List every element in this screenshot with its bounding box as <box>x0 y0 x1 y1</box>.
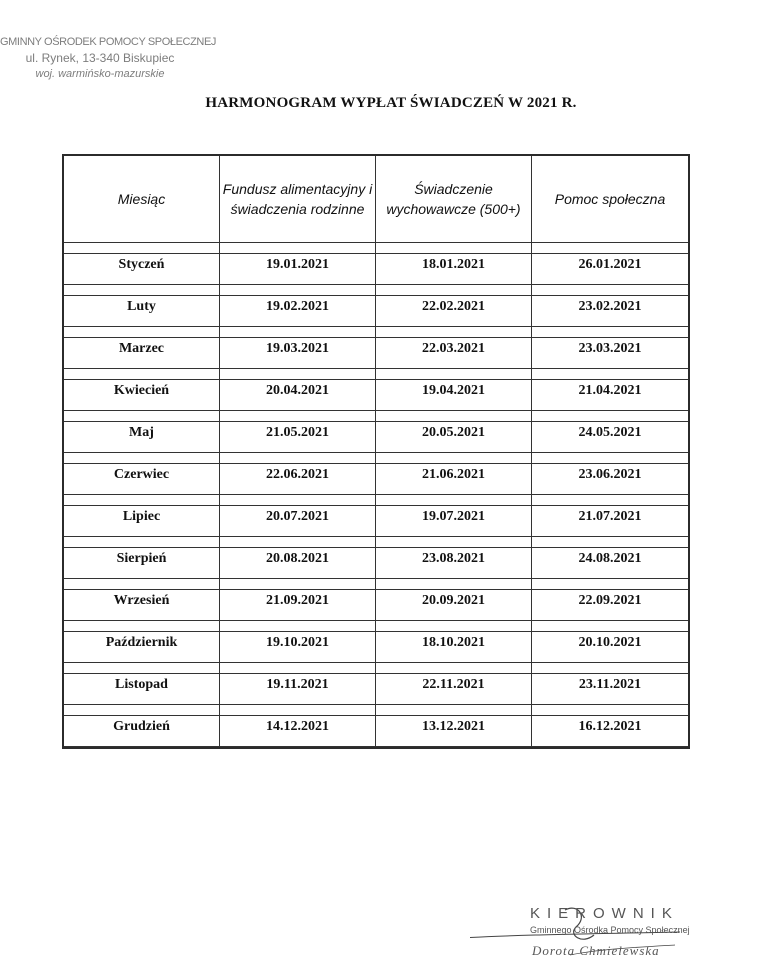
month-cell: Kwiecień <box>64 379 220 411</box>
social-assistance-date-cell: 24.05.2021 <box>532 421 688 453</box>
child-benefit-date-cell: 21.06.2021 <box>376 463 532 495</box>
spacer-cell <box>532 495 688 505</box>
alimony-date-cell: 19.11.2021 <box>220 673 376 705</box>
signature-name: Dorota Chmielewska <box>532 943 660 958</box>
table-row <box>64 295 688 327</box>
social-assistance-date-cell: 20.10.2021 <box>532 631 688 663</box>
spacer-cell <box>64 705 220 715</box>
spacer-cell <box>220 705 376 715</box>
month-cell: Wrzesień <box>64 589 220 621</box>
social-assistance-date-cell: 23.03.2021 <box>532 337 688 369</box>
row-spacer <box>64 411 688 421</box>
spacer-cell <box>64 285 220 295</box>
row-spacer <box>64 663 688 673</box>
header-alimony-family-benefits: Fundusz alimentacyjny i świadczenia rodzinne <box>220 156 376 243</box>
child-benefit-date-cell: 18.10.2021 <box>376 631 532 663</box>
table-row <box>64 547 688 579</box>
row-spacer <box>64 369 688 379</box>
social-assistance-date-cell: 23.06.2021 <box>532 463 688 495</box>
spacer-cell <box>220 327 376 337</box>
table-row <box>64 379 688 411</box>
row-spacer <box>64 285 688 295</box>
alimony-date-cell: 21.09.2021 <box>220 589 376 621</box>
spacer-cell <box>220 579 376 589</box>
spacer-cell <box>376 285 532 295</box>
spacer-cell <box>64 453 220 463</box>
table-row <box>64 715 688 747</box>
table-row <box>64 253 688 285</box>
month-cell: Luty <box>64 295 220 327</box>
spacer-cell <box>532 369 688 379</box>
spacer-cell <box>376 369 532 379</box>
child-benefit-date-cell: 22.03.2021 <box>376 337 532 369</box>
spacer-cell <box>64 621 220 631</box>
alimony-date-cell: 19.03.2021 <box>220 337 376 369</box>
row-spacer <box>64 327 688 337</box>
social-assistance-date-cell: 22.09.2021 <box>532 589 688 621</box>
child-benefit-date-cell: 13.12.2021 <box>376 715 532 747</box>
spacer-cell <box>64 663 220 673</box>
spacer-cell <box>220 663 376 673</box>
spacer-cell <box>220 495 376 505</box>
row-spacer <box>64 495 688 505</box>
spacer-cell <box>532 579 688 589</box>
spacer-cell <box>376 705 532 715</box>
alimony-date-cell: 19.01.2021 <box>220 253 376 285</box>
spacer-cell <box>220 411 376 421</box>
stamp-line-3: woj. warmińsko-mazurskie <box>35 68 165 80</box>
alimony-date-cell: 20.04.2021 <box>220 379 376 411</box>
header-social-assistance: Pomoc społeczna <box>532 156 688 243</box>
spacer-cell <box>376 537 532 547</box>
table-row <box>64 631 688 663</box>
month-cell: Lipiec <box>64 505 220 537</box>
spacer-cell <box>220 243 376 253</box>
spacer-cell <box>532 285 688 295</box>
header-month: Miesiąc <box>64 156 220 243</box>
spacer-cell <box>532 663 688 673</box>
stamp-line-2: ul. Rynek, 13-340 Biskupiec <box>25 51 175 65</box>
header-child-benefit-500: Świadczenie wychowawcze (500+) <box>376 156 532 243</box>
alimony-date-cell: 19.10.2021 <box>220 631 376 663</box>
child-benefit-date-cell: 20.09.2021 <box>376 589 532 621</box>
month-cell: Listopad <box>64 673 220 705</box>
header-row <box>64 156 688 243</box>
alimony-date-cell: 20.07.2021 <box>220 505 376 537</box>
row-spacer <box>64 537 688 547</box>
child-benefit-date-cell: 20.05.2021 <box>376 421 532 453</box>
social-assistance-date-cell: 26.01.2021 <box>532 253 688 285</box>
alimony-date-cell: 20.08.2021 <box>220 547 376 579</box>
child-benefit-date-cell: 23.08.2021 <box>376 547 532 579</box>
month-cell: Czerwiec <box>64 463 220 495</box>
row-spacer <box>64 453 688 463</box>
month-cell: Październik <box>64 631 220 663</box>
table-row <box>64 673 688 705</box>
child-benefit-date-cell: 22.02.2021 <box>376 295 532 327</box>
signature-org: Gminnego Ośrodka Pomocy Społecznej <box>530 925 690 935</box>
child-benefit-date-cell: 22.11.2021 <box>376 673 532 705</box>
spacer-cell <box>220 453 376 463</box>
spacer-cell <box>376 579 532 589</box>
spacer-cell <box>64 369 220 379</box>
spacer-cell <box>532 411 688 421</box>
child-benefit-date-cell: 18.01.2021 <box>376 253 532 285</box>
spacer-cell <box>376 495 532 505</box>
social-assistance-date-cell: 21.04.2021 <box>532 379 688 411</box>
spacer-cell <box>376 327 532 337</box>
spacer-cell <box>376 243 532 253</box>
table-row <box>64 589 688 621</box>
table-row <box>64 463 688 495</box>
child-benefit-date-cell: 19.07.2021 <box>376 505 532 537</box>
social-assistance-date-cell: 21.07.2021 <box>532 505 688 537</box>
signature-stamp <box>470 905 720 960</box>
row-spacer <box>64 621 688 631</box>
alimony-date-cell: 21.05.2021 <box>220 421 376 453</box>
table-row <box>64 505 688 537</box>
social-assistance-date-cell: 23.11.2021 <box>532 673 688 705</box>
month-cell: Styczeń <box>64 253 220 285</box>
spacer-cell <box>220 621 376 631</box>
spacer-cell <box>64 495 220 505</box>
alimony-date-cell: 22.06.2021 <box>220 463 376 495</box>
row-spacer <box>64 243 688 253</box>
spacer-cell <box>376 621 532 631</box>
signature-title: KIEROWNIK <box>530 905 679 922</box>
spacer-cell <box>532 621 688 631</box>
spacer-cell <box>532 705 688 715</box>
spacer-cell <box>64 537 220 547</box>
alimony-date-cell: 19.02.2021 <box>220 295 376 327</box>
spacer-cell <box>64 579 220 589</box>
row-spacer <box>64 705 688 715</box>
spacer-cell <box>220 285 376 295</box>
document-title: HARMONOGRAM WYPŁAT ŚWIADCZEŃ W 2021 R. <box>205 95 577 111</box>
spacer-cell <box>64 411 220 421</box>
payment-schedule-table <box>62 154 690 749</box>
stamp-line-1: GMINNY OŚRODEK POMOCY SPOŁECZNEJ <box>0 36 217 48</box>
month-cell: Marzec <box>64 337 220 369</box>
month-cell: Grudzień <box>64 715 220 747</box>
spacer-cell <box>376 663 532 673</box>
spacer-cell <box>376 453 532 463</box>
social-assistance-date-cell: 16.12.2021 <box>532 715 688 747</box>
spacer-cell <box>532 327 688 337</box>
spacer-cell <box>220 537 376 547</box>
spacer-cell <box>376 411 532 421</box>
table-row <box>64 337 688 369</box>
institution-stamp <box>0 34 217 82</box>
spacer-cell <box>532 537 688 547</box>
child-benefit-date-cell: 19.04.2021 <box>376 379 532 411</box>
month-cell: Sierpień <box>64 547 220 579</box>
social-assistance-date-cell: 23.02.2021 <box>532 295 688 327</box>
table-row <box>64 421 688 453</box>
spacer-cell <box>64 327 220 337</box>
spacer-cell <box>532 243 688 253</box>
spacer-cell <box>220 369 376 379</box>
social-assistance-date-cell: 24.08.2021 <box>532 547 688 579</box>
alimony-date-cell: 14.12.2021 <box>220 715 376 747</box>
month-cell: Maj <box>64 421 220 453</box>
row-spacer <box>64 579 688 589</box>
spacer-cell <box>64 243 220 253</box>
spacer-cell <box>532 453 688 463</box>
